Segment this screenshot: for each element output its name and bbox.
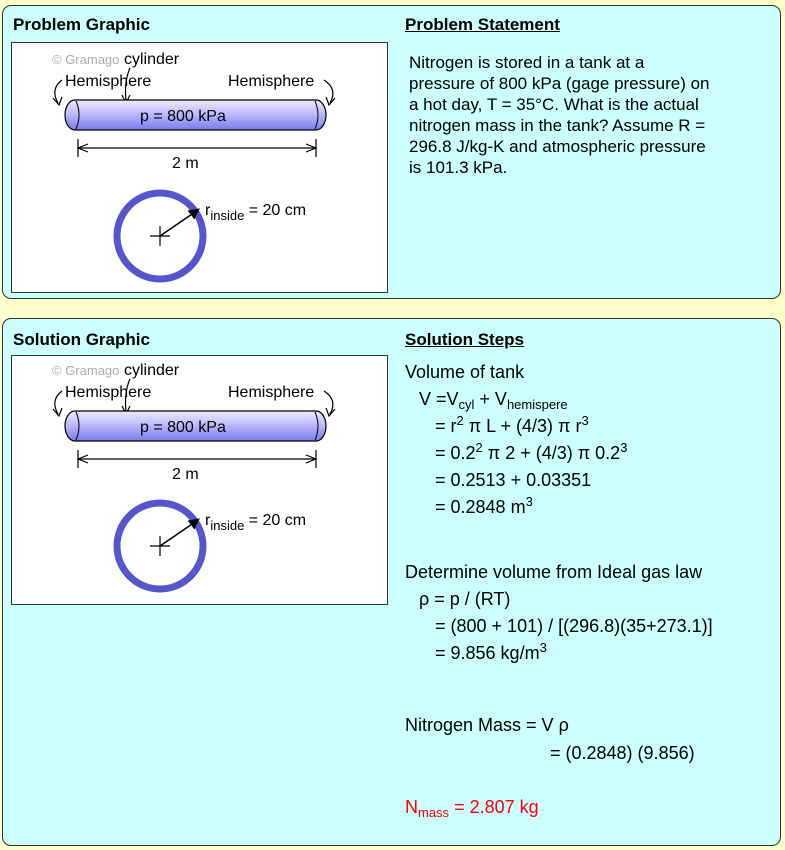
problem-graphic-title: Problem Graphic (13, 15, 150, 34)
cylinder-label: cylinder (124, 51, 180, 68)
hemisphere-right-label: Hemisphere (228, 384, 315, 401)
volume-line-4: = 0.2513 + 0.03351 (435, 470, 592, 490)
volume-line-5: = 0.2848 $m^3$ (435, 494, 533, 517)
statement-line: is 101.3 kPa. (409, 158, 508, 177)
density-line-3: = 9.856 $kg/m^3$ (435, 640, 547, 663)
copyright-text: © Gramago (52, 52, 120, 67)
hemisphere-left-label: Hemisphere (65, 73, 152, 90)
ideal-gas-heading: Determine volume from Ideal gas law (405, 562, 703, 582)
volume-line-2: = $r^2$ π L + (4/3) π $r^3$ (435, 413, 589, 436)
pressure-label: p = 800 kPa (140, 419, 226, 436)
hemisphere-right-arrow (324, 391, 333, 414)
problem-statement-title: Problem Statement (405, 15, 560, 34)
length-label: 2 m (172, 466, 199, 483)
volume-equation: $V =V_{cyl} + V_{hemispere}$ (419, 389, 568, 412)
hemisphere-left-label: Hemisphere (65, 384, 152, 401)
density-line-1: ρ = p / (RT) (419, 589, 511, 609)
statement-line: 296.8 J/kg-K and atmospheric pressure (409, 137, 706, 156)
problem-statement (409, 52, 710, 178)
radius-label: $r_{inside} = 20$ cm (205, 202, 307, 223)
pressure-label: p = 800 kPa (140, 108, 226, 125)
hemisphere-right-label: Hemisphere (228, 73, 315, 90)
density-line-2: = (800 + 101) / [(296.8)(35+273.1)] (435, 616, 713, 636)
length-label: 2 m (172, 155, 199, 172)
mass-line-1: Nitrogen Mass = V ρ (405, 715, 569, 735)
volume-heading: Volume of tank (405, 362, 525, 382)
cylinder-label: cylinder (124, 362, 180, 379)
statement-line: a hot day, T = 35°C. What is the actual (409, 95, 699, 114)
hemisphere-right-arrow (324, 80, 333, 103)
solution-graphic-title: Solution Graphic (13, 330, 150, 349)
solution-steps-title: Solution Steps (405, 330, 524, 349)
statement-line: pressure of 800 kPa (gage pressure) on (409, 74, 710, 93)
solution-graphic (11, 355, 388, 605)
mass-line-2: = (0.2848) (9.856) (550, 743, 695, 763)
radius-label: $r_{inside} = 20$ cm (205, 512, 307, 533)
statement-line: nitrogen mass in the tank? Assume R = (409, 116, 706, 135)
copyright-text: © Gramago (52, 363, 120, 378)
problem-graphic (11, 42, 388, 293)
statement-line: Nitrogen is stored in a tank at a (409, 53, 645, 72)
result-line: $N_{mass} = 2.807$ kg (405, 797, 539, 820)
volume-line-3: = $0.2^2$ π 2 + (4/3) π $0.2^3$ (435, 440, 628, 463)
problem-panel (2, 5, 781, 299)
solution-panel (2, 318, 781, 846)
